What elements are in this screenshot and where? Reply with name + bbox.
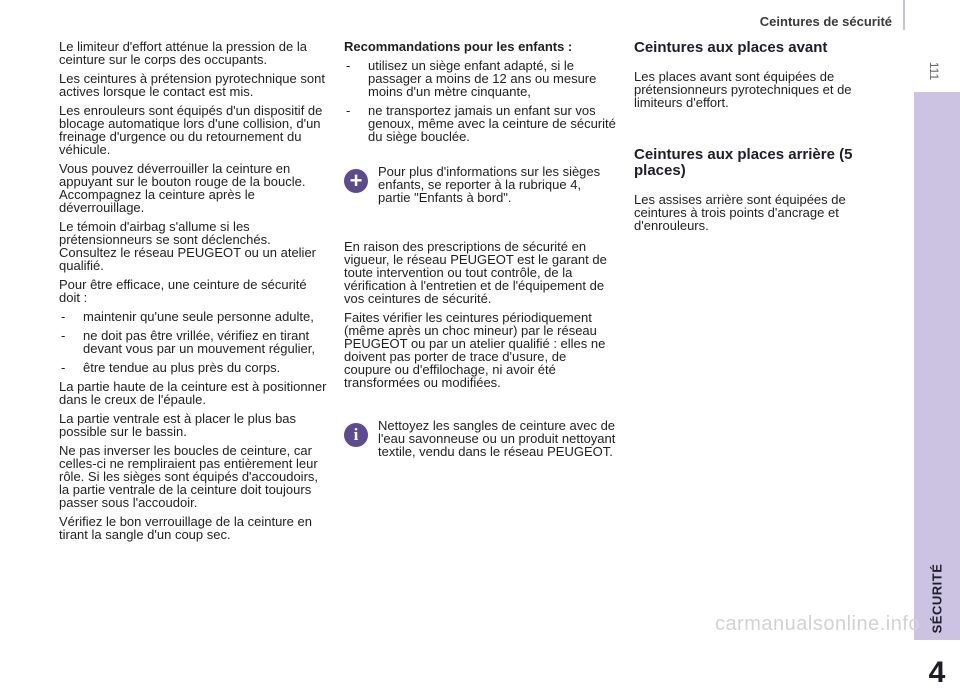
callout-text: Pour plus d'informations sur les sièges enfants, se reporter à la rubrique 4, partie "Enfants à bord". xyxy=(378,164,601,205)
watermark: carmanualsonline.info xyxy=(714,613,920,635)
paragraph: En raison des prescriptions de sécurité en vigueur, le réseau PEUGEOT est le garant de toute intervention ou tout contrôle, de la vérification à l'entretien et de l'équipement de vos ceintures de sécurité. xyxy=(344,239,607,306)
info-icon: i xyxy=(344,423,368,447)
section-heading-rear: Ceintures aux places arrière (5 places) xyxy=(634,146,853,179)
chapter-sidebar xyxy=(914,92,960,689)
page-number: 111 xyxy=(927,61,941,81)
paragraph: La partie ventrale est à placer le plus bas possible sur le bassin. xyxy=(59,411,297,439)
paragraph: Le témoin d'airbag s'allume si les prétensionneurs se sont déclenchés. Consultez le réseau PEUGEOT ou un atelier qualifié. xyxy=(59,219,317,273)
chapter-label-text: SÉCURITÉ xyxy=(929,563,945,633)
paragraph: La partie haute de la ceinture est à positionner dans le creux de l'épaule. xyxy=(59,379,327,407)
requirements-list xyxy=(59,310,327,374)
chapter-label xyxy=(914,548,960,648)
paragraph: Vérifiez le bon verrouillage de la ceinture en tirant la sangle d'un coup sec. xyxy=(59,514,312,542)
paragraph: Les places avant sont équipées de prétensionneurs pyrotechniques et de limiteurs d'effort. xyxy=(634,69,852,110)
paragraph: Vous pouvez déverrouiller la ceinture en appuyant sur le bouton rouge de la boucle. Accompagnez la ceinture après le déverrouillage. xyxy=(59,161,306,215)
paragraph: Le limiteur d'effort atténue la pression de la ceinture sur le corps des occupants. xyxy=(59,39,307,67)
recommendations-list xyxy=(344,59,616,143)
header-divider xyxy=(903,0,905,30)
cleaning-callout xyxy=(344,419,616,458)
plus-icon: + xyxy=(344,169,368,193)
list-item: - utilisez un siège enfant adapté, si le passager a moins de 12 ans ou mesure moins d'un mètre cinquante, xyxy=(344,59,616,98)
paragraph: Pour être efficace, une ceinture de sécurité doit : xyxy=(59,277,307,305)
chapter-divider xyxy=(922,652,952,653)
paragraph: Les assises arrière sont équipées de ceintures à trois points d'ancrage et d'enrouleurs. xyxy=(634,192,846,233)
list-item: - ne transportez jamais un enfant sur vos genoux, même avec la ceinture de sécurité du siège bouclée. xyxy=(344,104,616,143)
callout-text: Nettoyez les sangles de ceinture avec de l'eau savonneuse ou un produit nettoyant textile, vendu dans le réseau PEUGEOT. xyxy=(378,418,616,459)
paragraph: Les ceintures à prétension pyrotechnique sont actives lorsque le contact est mis. xyxy=(59,71,325,99)
section-heading-front: Ceintures aux places avant xyxy=(634,39,828,56)
paragraph: Ne pas inverser les boucles de ceinture, car celles-ci ne rempliraient pas entièrement leur rôle. Si les sièges sont équipés d'accoudoirs, la partie ventrale de la ceinture doit toujours passer sous l'accoudoir. xyxy=(59,443,319,510)
column-left xyxy=(59,40,327,547)
paragraph: Les enrouleurs sont équipés d'un dispositif de blocage automatique lors d'une collision, d'un freinage d'urgence ou du retournement du véhicule. xyxy=(59,103,323,157)
page-header-title: Ceintures de sécurité xyxy=(759,14,892,29)
chapter-number: 4 xyxy=(928,656,946,689)
list-item: - maintenir qu'une seule personne adulte, xyxy=(59,310,327,323)
column-right xyxy=(634,40,899,238)
list-item: - ne doit pas être vrillée, vérifiez en tirant devant vous par un mouvement régulier, xyxy=(59,329,327,355)
list-item: - être tendue au plus près du corps. xyxy=(59,361,327,374)
paragraph: Faites vérifier les ceintures périodiquement (même après un choc mineur) par le réseau PEUGEOT ou par un atelier qualifié : elles ne doivent pas porter de trace d'usure, de coupure ou d'effilochage, ni avoir été transformées ou modifiées. xyxy=(344,310,606,390)
child-seat-callout xyxy=(344,165,616,204)
column-middle xyxy=(344,40,616,458)
recommendations-title: Recommandations pour les enfants : xyxy=(344,39,573,54)
